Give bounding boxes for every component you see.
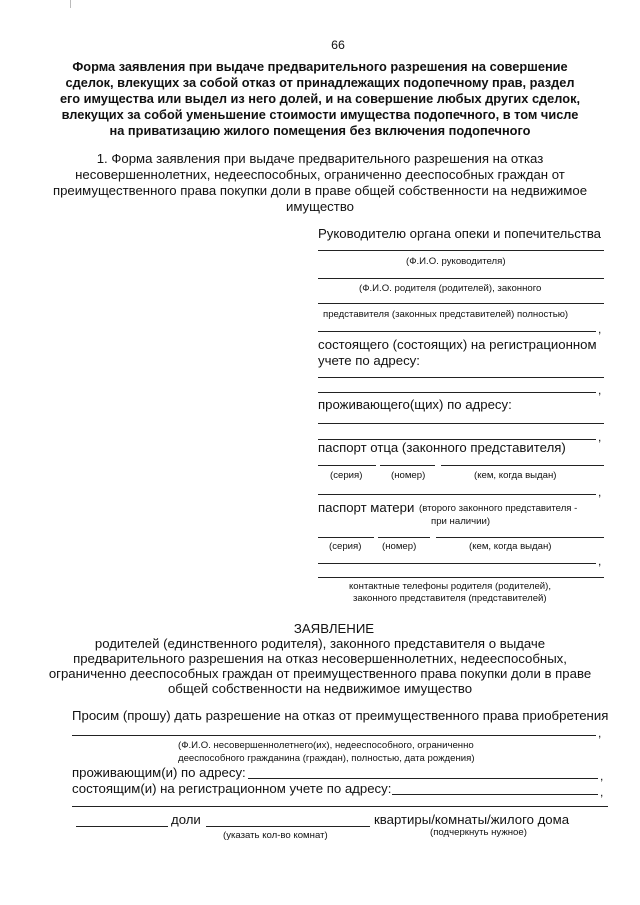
comma: , bbox=[598, 726, 602, 740]
title-line: его имущества или выдел из него долей, и на совершение любых других сделок, bbox=[59, 91, 581, 106]
issued-caption: (кем, когда выдан) bbox=[474, 470, 557, 481]
issued-caption: (кем, когда выдан) bbox=[469, 541, 552, 552]
mother-issued-field-2[interactable] bbox=[318, 563, 596, 564]
residing-address-field[interactable] bbox=[318, 423, 604, 424]
comma: , bbox=[598, 383, 602, 397]
title-line: на приватизацию жилого помещения без включения подопечного bbox=[109, 123, 531, 138]
registered-address-field[interactable] bbox=[318, 377, 604, 378]
ward-residing-field[interactable] bbox=[248, 778, 598, 779]
number-caption: (номер) bbox=[382, 541, 417, 552]
subtitle-line: 1. Форма заявления при выдаче предварительного разрешения на отказ bbox=[96, 151, 544, 166]
subtitle-line: преимущественного права покупки доли в праве общей собственности на недвижимое bbox=[52, 183, 588, 198]
father-issued-field-2[interactable] bbox=[318, 494, 596, 495]
property-type[interactable]: квартиры/комнаты/жилого дома bbox=[374, 812, 570, 827]
share-amount-field[interactable] bbox=[76, 826, 168, 827]
registered-label: учете по адресу: bbox=[318, 353, 420, 368]
father-number-field[interactable] bbox=[380, 465, 435, 466]
ward-caption: дееспособного гражданина (граждан), полностью, дата рождения) bbox=[178, 753, 475, 764]
ward-registered-label: состоящим(и) на регистрационном учете по адресу: bbox=[72, 781, 392, 796]
comma: , bbox=[600, 785, 604, 799]
parent-caption: представителя (законных представителей) полностью) bbox=[323, 309, 569, 320]
comma: , bbox=[598, 322, 602, 336]
parent-name-field-2[interactable] bbox=[318, 303, 604, 304]
rooms-count-field[interactable] bbox=[206, 826, 370, 827]
comma: , bbox=[598, 430, 602, 444]
statement-line: родителей (единственного родителя), законного представителя о выдаче bbox=[94, 636, 546, 651]
series-caption: (серия) bbox=[329, 541, 362, 552]
statement-line: ограниченно дееспособных граждан от преимущественного права покупки доли в праве bbox=[48, 666, 592, 681]
series-caption: (серия) bbox=[330, 470, 363, 481]
head-name-field[interactable] bbox=[318, 250, 604, 251]
title-line: влекущих за собой уменьшение стоимости имущества подопечного, в том числе bbox=[61, 107, 579, 122]
father-issued-field[interactable] bbox=[441, 465, 604, 466]
share-label: доли bbox=[171, 812, 201, 827]
page-number: 66 bbox=[331, 38, 345, 52]
father-series-field[interactable] bbox=[318, 465, 376, 466]
ward-name-field[interactable] bbox=[72, 735, 596, 736]
subtitle-line: несовершеннолетних, недееспособных, ограниченно дееспособных граждан от bbox=[75, 167, 565, 182]
title-line: Форма заявления при выдаче предварительного разрешения на совершение bbox=[72, 59, 568, 74]
statement-line: предварительного разрешения на отказ несовершеннолетних, недееспособных, bbox=[73, 651, 567, 666]
request-text: Просим (прошу) дать разрешение на отказ от преимущественного права приобретения bbox=[72, 708, 609, 723]
number-caption: (номер) bbox=[391, 470, 426, 481]
phones-field[interactable] bbox=[318, 577, 604, 578]
comma: , bbox=[598, 485, 602, 499]
mother-series-field[interactable] bbox=[318, 537, 374, 538]
registered-label: состоящего (состоящих) на регистрационном bbox=[318, 337, 597, 352]
ward-registered-field-2[interactable] bbox=[72, 806, 608, 807]
father-passport-label: паспорт отца (законного представителя) bbox=[318, 440, 566, 455]
phones-caption: законного представителя (представителей) bbox=[353, 593, 547, 604]
comma: , bbox=[598, 554, 602, 568]
statement-heading: ЗАЯВЛЕНИЕ bbox=[293, 621, 375, 636]
parent-name-field[interactable] bbox=[318, 278, 604, 279]
parent-name-field-3[interactable] bbox=[318, 331, 596, 332]
subtitle-line: имущество bbox=[285, 199, 355, 214]
addressee-head: Руководителю органа опеки и попечительства bbox=[318, 226, 602, 241]
head-name-caption: (Ф.И.О. руководителя) bbox=[406, 256, 506, 267]
mother-passport-label: паспорт матери bbox=[318, 500, 415, 515]
comma: , bbox=[600, 769, 604, 783]
underline-caption: (подчеркнуть нужное) bbox=[430, 827, 527, 838]
page-edge-mark bbox=[70, 0, 71, 8]
rooms-caption: (указать кол-во комнат) bbox=[223, 830, 328, 841]
statement-line: общей собственности на недвижимое имущество bbox=[167, 681, 473, 696]
phones-caption: контактные телефоны родителя (родителей), bbox=[349, 581, 552, 592]
ward-residing-label: проживающим(и) по адресу: bbox=[72, 765, 246, 780]
parent-caption: (Ф.И.О. родителя (родителей), законного bbox=[359, 283, 542, 294]
mother-note: (второго законного представителя - bbox=[419, 503, 578, 514]
ward-caption: (Ф.И.О. несовершеннолетнего(их), недееспособного, ограниченно bbox=[178, 740, 474, 751]
mother-issued-field[interactable] bbox=[436, 537, 604, 538]
registered-address-field-2[interactable] bbox=[318, 392, 596, 393]
title-line: сделок, влекущих за собой отказ от принадлежащих подопечному прав, раздел bbox=[65, 75, 575, 90]
residing-label: проживающего(щих) по адресу: bbox=[318, 397, 512, 412]
mother-number-field[interactable] bbox=[378, 537, 430, 538]
ward-registered-field[interactable] bbox=[392, 794, 598, 795]
mother-note: при наличии) bbox=[431, 516, 491, 527]
